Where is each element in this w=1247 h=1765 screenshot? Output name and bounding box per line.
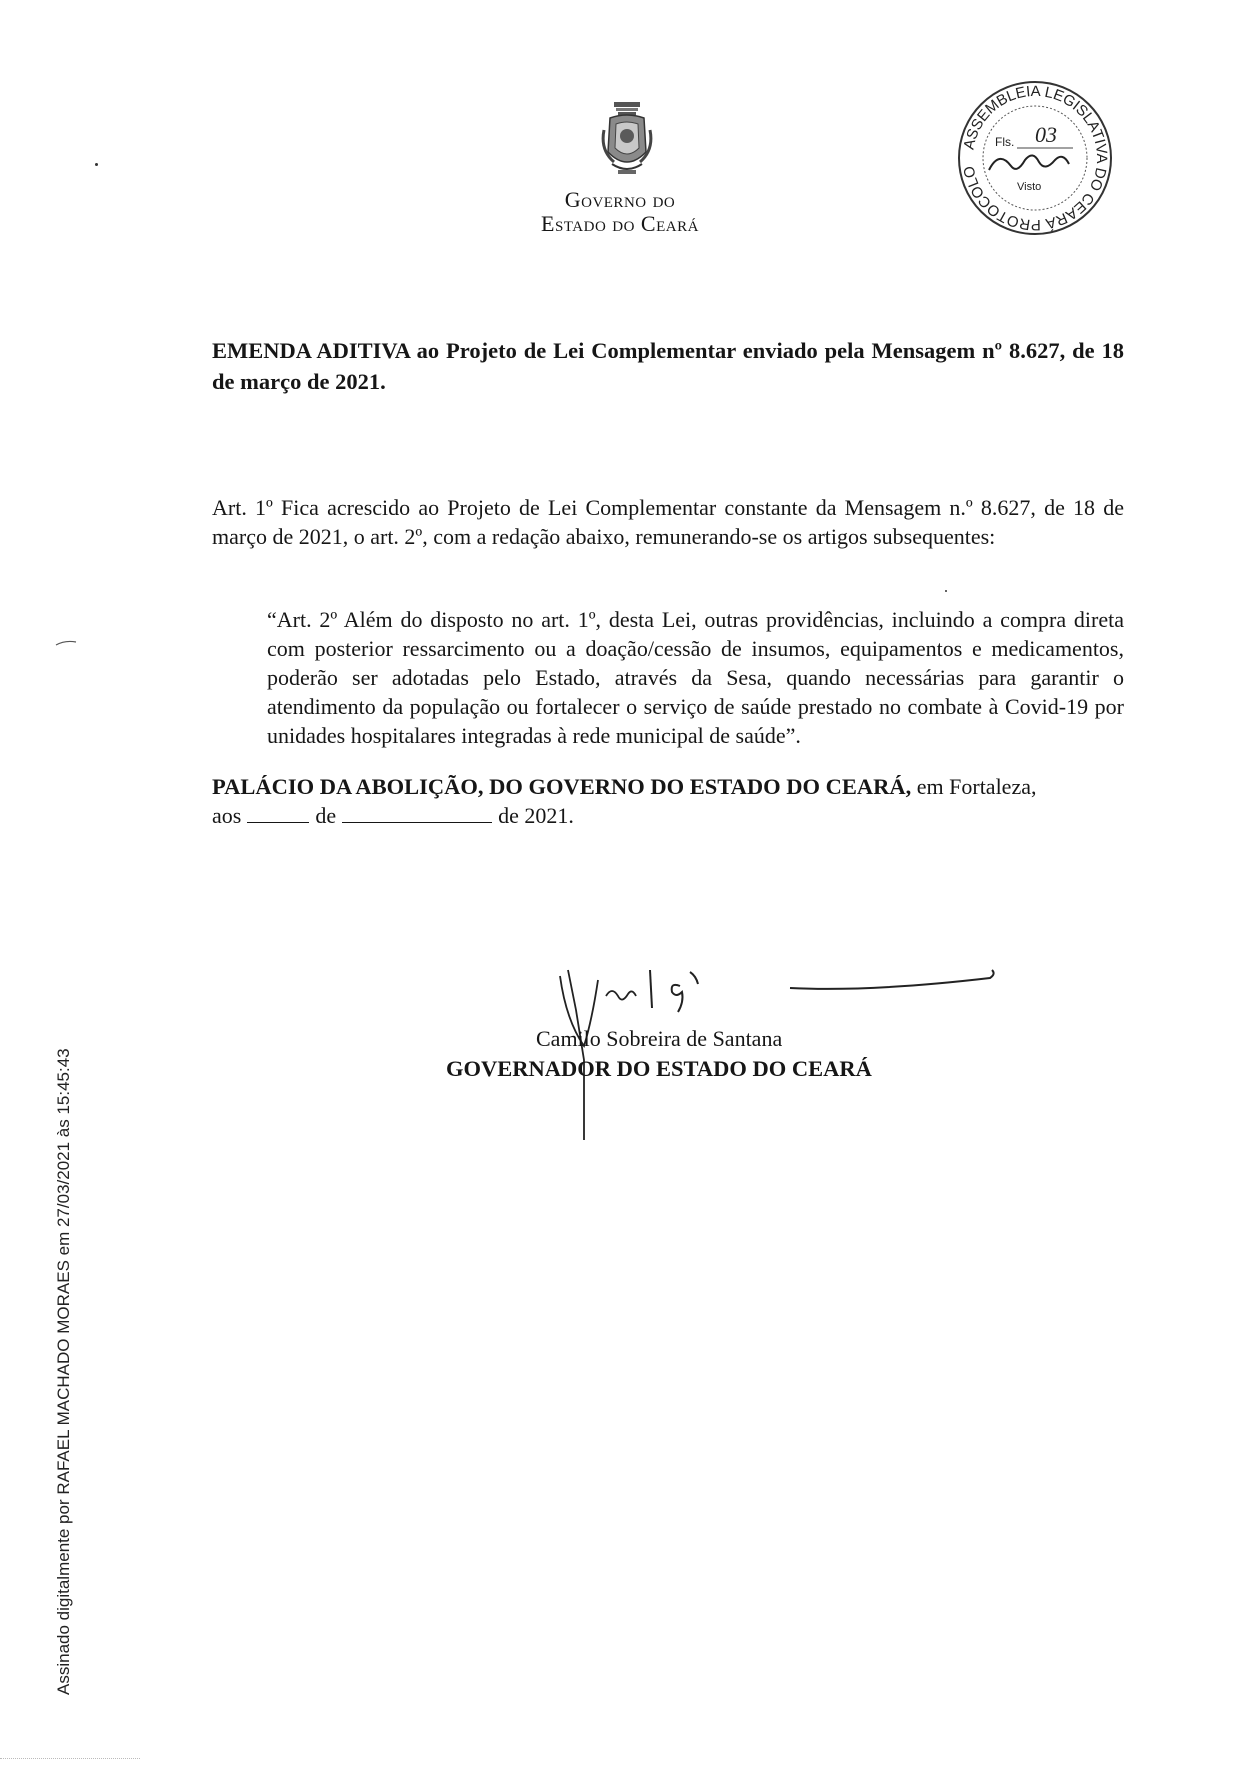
- government-header: [470, 188, 770, 236]
- closing-rest: em Fortaleza,: [911, 774, 1037, 799]
- closing-line-1: [212, 772, 1124, 801]
- protocol-stamp: [955, 78, 1115, 238]
- date-prefix: aos: [212, 803, 242, 828]
- header-line-2: Estado do Ceará: [541, 211, 699, 236]
- header-line-1: Governo do: [564, 187, 676, 212]
- closing-bold-part: PALÁCIO DA ABOLIÇÃO, DO GOVERNO DO ESTADO DO CEARÁ,: [212, 774, 912, 799]
- signer-role: GOVERNADOR DO ESTADO DO CEARÁ: [446, 1056, 872, 1081]
- article-2-quote: “Art. 2º Além do disposto no art. 1º, desta Lei, outras providências, incluindo a compra direta com posterior ressarcimento ou a doação/cessão de insumos, equipamentos e medicamentos, poderão ser adotadas pelo Estado, através da Sesa, quando necessárias para garantir o atendimento da população ou fortalecer o serviço de saúde prestado no combate à Covid-19 por unidades hospitalares integradas à rede municipal de saúde”.: [267, 607, 1124, 748]
- scan-speck: [945, 590, 947, 592]
- scan-edge: [0, 1758, 140, 1759]
- date-de: de: [315, 803, 337, 828]
- digital-signature-note: Assinado digitalmente por RAFAEL MACHADO MORAES em 27/03/2021 às 15:45:43: [54, 1048, 73, 1695]
- date-suffix: de 2021.: [498, 803, 574, 828]
- state-coat-of-arms-icon: [600, 100, 654, 184]
- closing-date-line: [212, 801, 1124, 830]
- day-blank: [247, 821, 309, 823]
- stamp-ring-text: ASSEMBLEIA LEGISLATIVA DO CEARÁ PROTOCOLO: [960, 82, 1111, 234]
- month-blank: [342, 821, 492, 823]
- stamp-visto-label: Visto: [1017, 181, 1042, 193]
- signer-name: Camilo Sobreira de Santana: [536, 1026, 783, 1051]
- stamp-fls-label: Fls.: [995, 135, 1015, 149]
- scan-speck: [95, 163, 98, 166]
- closing-block: [212, 772, 1124, 830]
- amendment-heading: EMENDA ADITIVA ao Projeto de Lei Complementar enviado pela Mensagem nº 8.627, de 18 de março de 2021.: [212, 338, 1124, 394]
- stamp-fls-number: 03: [1035, 122, 1057, 147]
- article-1-text: Art. 1º Fica acrescido ao Projeto de Lei Complementar constante da Mensagem n.º 8.627, de 18 de março de 2021, o art. 2º, com a redação abaixo, remunerando-se os artigos subsequentes:: [212, 495, 1124, 549]
- scan-mark: [55, 640, 77, 646]
